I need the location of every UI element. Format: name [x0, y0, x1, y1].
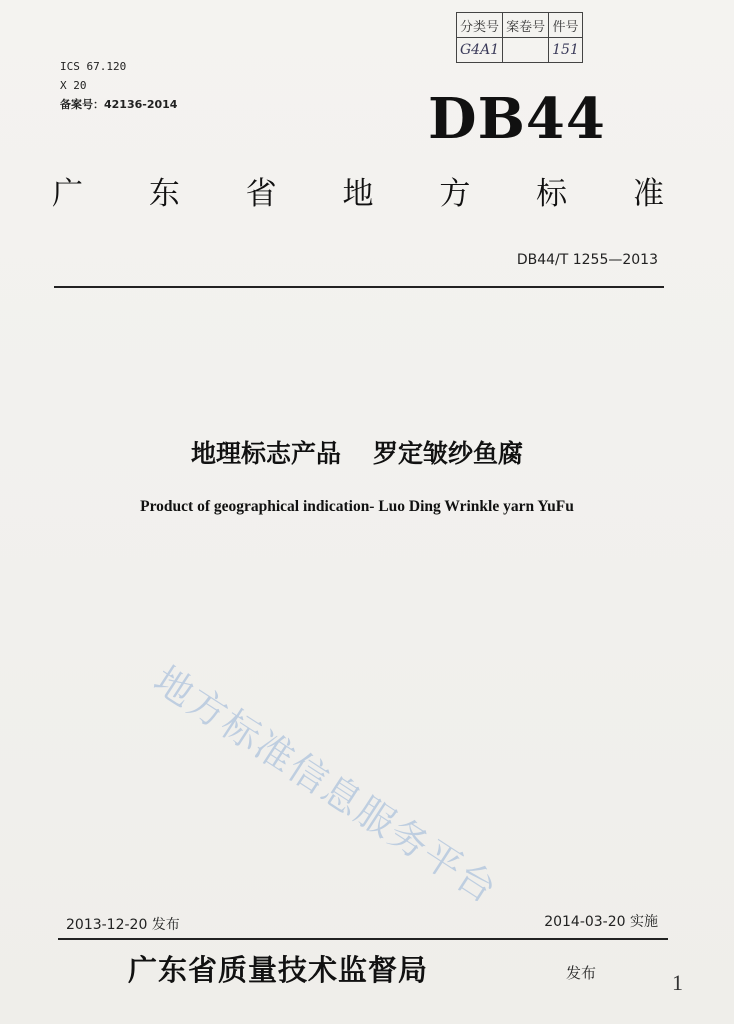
title-char: 东	[148, 176, 180, 212]
page-number: 1	[672, 970, 683, 995]
ics-code: ICS 67.120	[60, 60, 127, 73]
stamp-header-item: 件号	[549, 13, 583, 38]
product-title-cn-part2: 罗定皱纱鱼腐	[373, 439, 524, 468]
header-divider	[54, 286, 664, 288]
standard-number: DB44/T 1255—2013	[516, 252, 658, 268]
record-number: 备案号：42136-2014	[60, 98, 178, 111]
stamp-header-category: 分类号	[457, 13, 503, 38]
issued-label: 发布	[566, 964, 597, 982]
product-title-cn	[0, 434, 734, 470]
product-title-en: Product of geographical indication- Luo Ding Wrinkle yarn YuFu	[140, 498, 574, 515]
title-char: 地	[342, 176, 374, 212]
issuing-authority: 广东省质量技术监督局	[128, 953, 429, 987]
stamp-header-file: 案卷号	[503, 13, 549, 38]
ccs-code: X 20	[60, 79, 87, 92]
classification-block	[60, 57, 177, 114]
implementation-date: 2014-03-20 实施	[544, 914, 658, 930]
issue-date: 2013-12-20 发布	[66, 917, 180, 933]
stamp-value-item: 151	[549, 38, 583, 63]
footer-divider	[58, 938, 668, 940]
document-type-title	[52, 168, 664, 213]
product-title-cn-part1: 地理标志产品	[190, 439, 341, 468]
title-char: 省	[245, 176, 277, 212]
stamp-value-file	[503, 38, 549, 63]
standard-code-logo: DB44	[428, 86, 606, 152]
title-char: 准	[632, 176, 664, 212]
archive-stamp	[456, 12, 583, 63]
title-char: 广	[52, 176, 83, 212]
title-char: 方	[439, 176, 471, 212]
title-char: 标	[536, 176, 568, 212]
stamp-value-category: G4A1	[457, 38, 503, 63]
watermark: 地方标准信息服务平台	[146, 657, 506, 913]
